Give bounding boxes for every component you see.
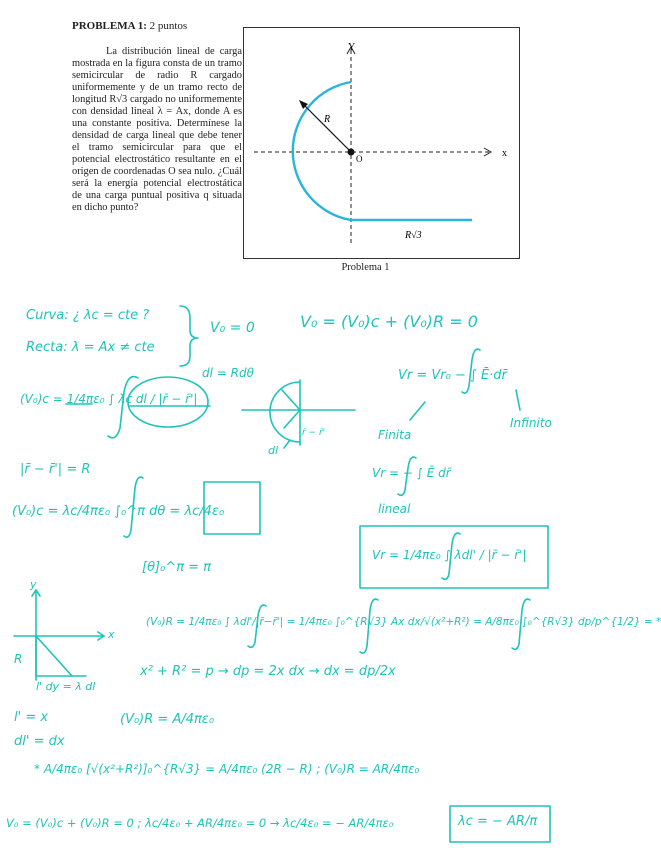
- integral-sign-icon: [108, 377, 138, 438]
- hand-line-7: Vr = Vr₀ − ∫ Ē·dr̄: [398, 368, 507, 383]
- origin-label: O: [356, 154, 363, 164]
- radius-label: R: [324, 114, 331, 125]
- axis-y-label: Y: [348, 42, 356, 53]
- hand-line-21: * A/4πε₀ [√(x²+R²)]₀^{R√3} = A/4πε₀ (2R − R) ; (V₀)R = AR/4πε₀: [34, 762, 420, 776]
- hand-line-9: Finita: [378, 428, 412, 442]
- arrow-infinito-icon: [516, 390, 520, 410]
- hand-line-18: l' = x: [14, 710, 49, 725]
- hand-line-28: x: [108, 628, 115, 641]
- hand-line-14: [θ]₀^π = π: [142, 560, 212, 575]
- hand-line-24: l' dy = λ dl: [36, 680, 96, 693]
- figure-caption: Problema 1: [341, 262, 390, 273]
- hand-line-19: dl' = dx: [14, 734, 65, 749]
- hand-line-20: (V₀)R = A/4πε₀: [120, 712, 215, 727]
- hand-line-27: y: [30, 578, 37, 591]
- hand-line-6: dl = Rdθ: [202, 366, 254, 380]
- hand-line-4: V₀ = (V₀)c + (V₀)R = 0: [300, 312, 478, 331]
- hand-line-13: (V₀)c = λc/4πε₀ ∫₀^π dθ = λc/4ε₀: [12, 504, 225, 519]
- sketch2-vector: [36, 636, 72, 676]
- hand-line-29: r̄ − r̄': [302, 428, 326, 438]
- hand-line-17: x² + R² = p → dp = 2x dx → dx = dp/2x: [140, 664, 396, 679]
- hand-line-3: V₀ = 0: [210, 320, 255, 336]
- hand-line-12: |r̄ − r̄'| = R: [20, 462, 91, 477]
- brace-icon: [180, 306, 198, 366]
- problem-text: La distribución lineal de carga mostrada en la figura consta de un tramo semicircular de radio R cargado uniformemente y de un tramo recto de longitud R√3 cargado no uniformemente con densidad lineal λ = Ax, donde A es una constante positiva. Determínese la densidad de carga lineal que debe tener el tramo semicircular para que el potencial electrostático resultante en el origen de coordenadas O sea nulo. ¿Cuál será la energía potencial electrostática de una carga puntual positiva q situada en dicho punto?: [72, 46, 242, 213]
- problem-points: 2 puntos: [149, 20, 188, 32]
- hand-line-2: Recta: λ = Ax ≠ cte: [26, 340, 155, 355]
- length-label: R√3: [405, 230, 422, 241]
- arrow-finita-icon: [410, 402, 425, 420]
- hand-line-16: (V₀)R = 1/4πε₀ ∫ λdl'/|r̄−r̄'| = 1/4πε₀ ∫₀^{R√3} Ax dx/√(x²+R²) = A/8πε₀ ∫₀^{R√3} dp/p^{1/2} = *: [146, 616, 661, 628]
- hand-line-23: λc = − AR/π: [458, 814, 538, 829]
- axis-x-label: x: [502, 148, 507, 159]
- problem-heading: PROBLEMA 1:: [72, 20, 147, 32]
- hand-line-11: lineal: [378, 502, 411, 516]
- sketch-radius: [282, 390, 300, 410]
- hand-line-10: Vr = − ∫ Ē dr̄: [372, 466, 451, 480]
- hand-line-26: R: [14, 652, 23, 666]
- hand-line-15: Vr = 1/4πε₀ ∫ λdl' / |r̄ − r̄'|: [372, 548, 527, 562]
- hand-line-25: dl: [268, 444, 279, 457]
- hand-line-5: (V₀)c = 1/4πε₀ ∫ λc dl / |r̄ − r̄'|: [20, 392, 198, 406]
- sketch-semicircle: [270, 382, 300, 442]
- sketch-dl-pointer: [284, 440, 290, 448]
- sketch-vector: [284, 410, 300, 428]
- hand-line-1: Curva: ¿ λc = cte ?: [26, 308, 150, 323]
- hand-line-22: V₀ = (V₀)c + (V₀)R = 0 ; λc/4ε₀ + AR/4πε₀ = 0 → λc/4ε₀ = − AR/4πε₀: [6, 816, 394, 830]
- hand-line-8: Infinito: [510, 416, 552, 430]
